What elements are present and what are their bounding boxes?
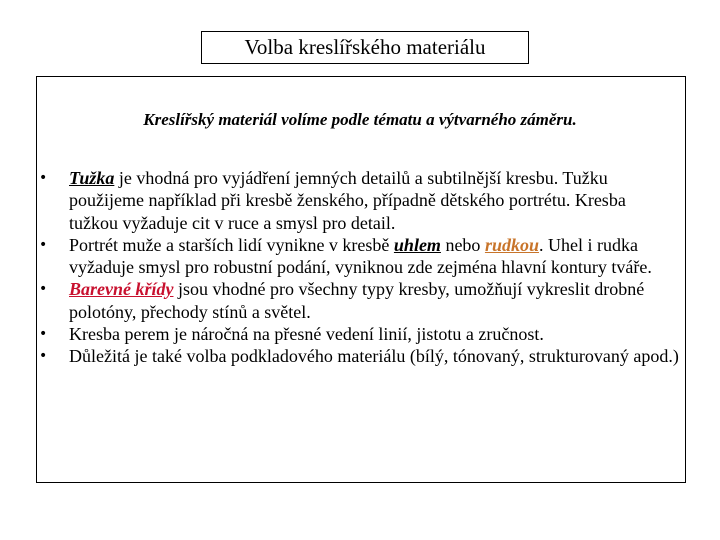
bullet-icon: •	[39, 348, 48, 365]
bullet-icon: •	[39, 326, 48, 343]
list-item-text: Kresba perem je náročná na přesné vedení linií, jistotu a zručnost.	[69, 324, 544, 345]
keyword-uhel: uhlem	[393, 234, 441, 255]
list-item-text: Důležitá je také volba podkladového materiálu (bílý, tónovaný, strukturovaný apod.)	[69, 346, 679, 367]
title-box	[201, 31, 529, 64]
list-item-text: je vhodná pro vyjádření jemných detailů a subtilnější kresbu. Tužku použijeme například při kresbě ženského, případně dětského portrétu. Kresba tužkou vyžaduje cit v ruce a smysl pro detail.	[69, 168, 626, 233]
keyword-rudka: rudkou	[484, 234, 539, 255]
bullet-icon: •	[39, 170, 48, 186]
bullet-icon: •	[39, 236, 48, 253]
list-item	[39, 323, 679, 345]
keyword-tuzka: Tužka	[69, 168, 115, 188]
list-item	[39, 167, 679, 234]
list-item	[39, 345, 679, 367]
keyword-barevne-kridy: Barevné křídy	[69, 279, 174, 300]
slide-subtitle: Kreslířský materiál volíme podle tématu a výtvarného záměru.	[143, 110, 577, 129]
list-item	[39, 234, 679, 279]
list-item	[39, 278, 679, 323]
list-item-text: nebo	[440, 234, 485, 255]
bullet-list	[39, 167, 679, 368]
bullet-icon: •	[39, 281, 48, 298]
list-item-text: . Uhel i rudka vyžaduje smysl pro robustní podání, vyniknou zde zejména hlavní kontury tváře.	[69, 234, 652, 278]
list-item-text: Portrét muže a starších lidí vynikne v kresbě	[69, 234, 394, 255]
slide-title: Volba kreslířského materiálu	[244, 35, 486, 59]
list-item-text: jsou vhodné pro všechny typy kresby, umožňují vykreslit drobné polotóny, přechody stínů a světel.	[69, 279, 645, 322]
